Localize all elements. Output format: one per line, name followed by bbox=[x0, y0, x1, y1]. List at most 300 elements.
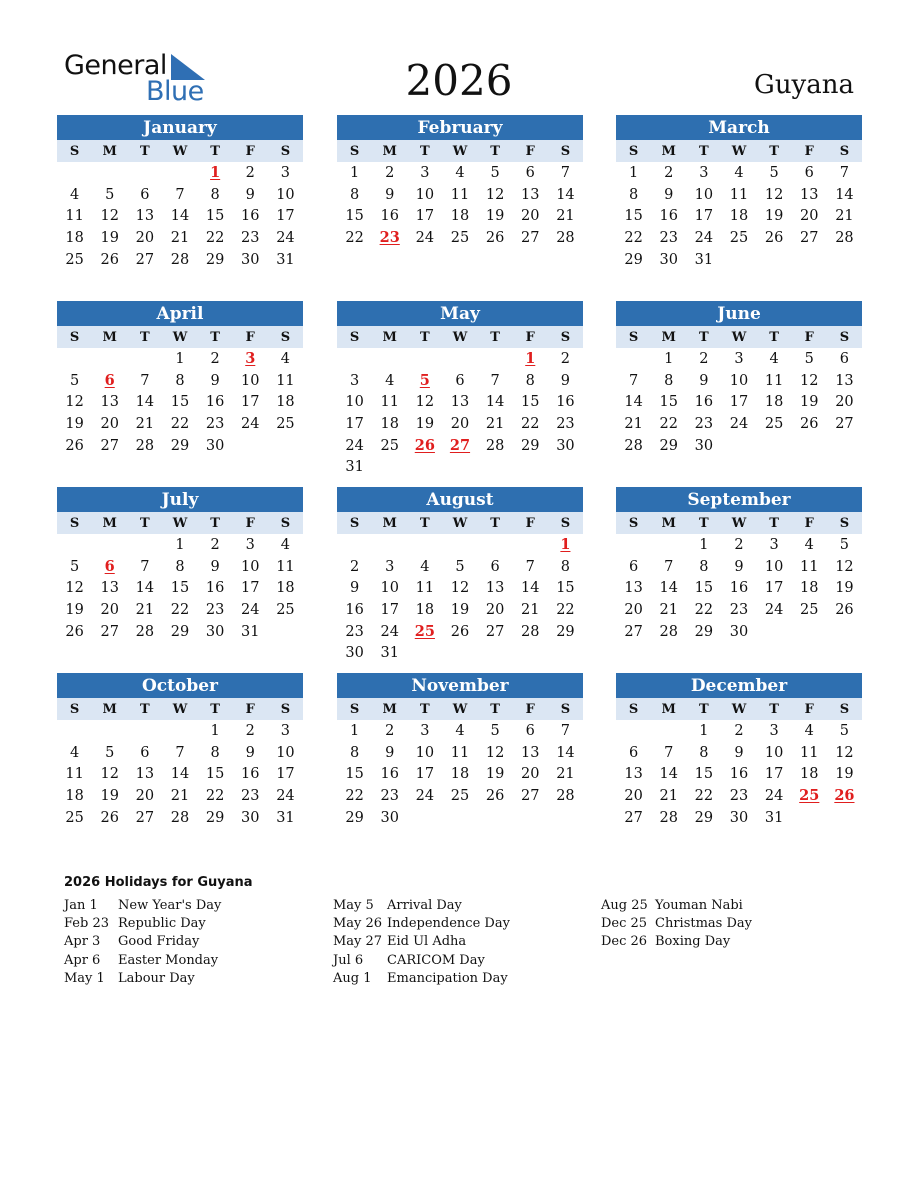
day-cell: 6 bbox=[628, 744, 639, 761]
day-cell: 28 bbox=[556, 230, 575, 247]
month-april bbox=[57, 301, 303, 456]
day-cell: 15 bbox=[556, 580, 575, 597]
day-cell: 4 bbox=[804, 537, 814, 553]
day-cell: 8 bbox=[349, 744, 360, 761]
day-cell: 1 bbox=[349, 723, 360, 739]
month-title: July bbox=[57, 487, 303, 512]
day-cell: 22 bbox=[624, 230, 643, 247]
holiday-name: Boxing Day bbox=[655, 934, 731, 950]
weekday-label: F bbox=[804, 702, 814, 717]
week-row bbox=[616, 205, 862, 227]
weekday-label: S bbox=[69, 702, 80, 717]
weekday-label: S bbox=[280, 516, 291, 531]
day-cell: 14 bbox=[170, 766, 190, 783]
day-cell bbox=[407, 348, 442, 370]
day-cell bbox=[442, 348, 477, 370]
holiday-item bbox=[333, 915, 510, 933]
day-cell: 31 bbox=[276, 251, 295, 268]
day-cell bbox=[127, 348, 162, 370]
week-row bbox=[616, 742, 862, 764]
day-cell: 29 bbox=[624, 251, 643, 268]
day-cell: 1 bbox=[628, 165, 639, 181]
weekday-label: S bbox=[560, 144, 571, 159]
day-cell: 20 bbox=[135, 230, 155, 247]
day-cell: 13 bbox=[450, 394, 470, 411]
day-cell: 13 bbox=[100, 580, 119, 597]
holiday-item bbox=[64, 915, 221, 933]
day-cell: 3 bbox=[734, 351, 744, 367]
day-cell: 13 bbox=[485, 580, 505, 597]
day-cell: 17 bbox=[415, 208, 435, 225]
holiday-day-cell: 27 bbox=[449, 436, 471, 454]
day-cell: 11 bbox=[65, 208, 84, 225]
day-cell: 12 bbox=[835, 744, 854, 761]
day-cell bbox=[127, 720, 162, 742]
day-cell bbox=[513, 534, 548, 556]
day-cell: 11 bbox=[450, 744, 470, 761]
day-cell: 28 bbox=[170, 251, 190, 268]
day-cell: 21 bbox=[659, 788, 678, 805]
day-cell: 24 bbox=[276, 230, 295, 247]
day-cell: 27 bbox=[521, 788, 540, 805]
day-cell: 12 bbox=[485, 186, 505, 203]
day-cell: 30 bbox=[380, 809, 399, 826]
holiday-item bbox=[333, 970, 510, 988]
day-cell: 7 bbox=[490, 372, 500, 389]
day-cell: 13 bbox=[624, 766, 643, 783]
week-row bbox=[57, 391, 303, 413]
week-row bbox=[337, 785, 583, 807]
day-cell: 30 bbox=[659, 251, 678, 268]
day-cell: 21 bbox=[485, 416, 505, 433]
weekday-label: S bbox=[839, 330, 850, 345]
weekday-label: M bbox=[102, 144, 117, 159]
week-row bbox=[337, 720, 583, 742]
day-cell bbox=[57, 720, 92, 742]
weekday-label: M bbox=[382, 702, 397, 717]
day-cell: 9 bbox=[734, 744, 744, 761]
holiday-name: Good Friday bbox=[118, 934, 200, 950]
weekday-label: T bbox=[490, 330, 500, 345]
month-title: May bbox=[337, 301, 583, 326]
month-title: June bbox=[616, 301, 862, 326]
day-cell: 24 bbox=[415, 788, 435, 805]
day-cell: 11 bbox=[380, 394, 399, 411]
day-cell: 14 bbox=[659, 766, 678, 783]
day-cell: 27 bbox=[135, 251, 155, 268]
day-cell: 14 bbox=[556, 744, 575, 761]
weekday-label: M bbox=[661, 516, 676, 531]
day-cell bbox=[337, 348, 372, 370]
weekday-label: S bbox=[280, 702, 291, 717]
day-cell: 1 bbox=[175, 351, 185, 367]
weekday-label: T bbox=[699, 330, 709, 345]
holiday-item bbox=[333, 897, 510, 915]
week-row bbox=[57, 413, 303, 435]
day-cell: 29 bbox=[556, 623, 575, 640]
day-cell: 2 bbox=[245, 723, 255, 739]
holiday-day-cell: 1 bbox=[560, 536, 571, 553]
holiday-date: May 5 bbox=[333, 898, 374, 913]
holiday-item bbox=[64, 933, 221, 951]
day-cell: 16 bbox=[659, 208, 678, 225]
day-cell: 9 bbox=[210, 558, 220, 575]
holiday-date: Dec 25 bbox=[601, 916, 648, 932]
day-cell bbox=[478, 348, 513, 370]
day-cell: 2 bbox=[349, 558, 360, 575]
day-cell: 22 bbox=[345, 788, 364, 805]
day-cell: 12 bbox=[65, 394, 84, 411]
day-cell: 28 bbox=[624, 437, 643, 454]
weekday-label: S bbox=[628, 516, 639, 531]
day-cell bbox=[372, 456, 407, 478]
day-cell: 15 bbox=[170, 580, 190, 597]
day-cell bbox=[127, 162, 162, 184]
day-cell: 24 bbox=[415, 230, 435, 247]
week-row bbox=[337, 763, 583, 785]
holiday-name: Republic Day bbox=[118, 916, 206, 932]
day-cell: 7 bbox=[140, 372, 150, 389]
day-cell: 12 bbox=[100, 208, 119, 225]
weekday-label: W bbox=[731, 144, 747, 159]
day-cell bbox=[792, 435, 827, 457]
holiday-item bbox=[333, 952, 510, 970]
holiday-date: Apr 3 bbox=[64, 934, 101, 950]
day-cell: 13 bbox=[800, 186, 819, 203]
day-cell: 29 bbox=[694, 809, 714, 826]
weekday-label: M bbox=[382, 330, 397, 345]
day-cell: 19 bbox=[764, 208, 784, 225]
day-cell: 24 bbox=[729, 416, 749, 433]
day-cell: 12 bbox=[485, 744, 505, 761]
weekday-label: F bbox=[245, 516, 255, 531]
day-cell: 11 bbox=[65, 766, 84, 783]
day-cell: 11 bbox=[800, 558, 819, 575]
day-cell: 3 bbox=[420, 723, 430, 739]
day-cell: 11 bbox=[729, 186, 749, 203]
day-cell: 4 bbox=[804, 723, 814, 739]
weekday-label: M bbox=[102, 702, 117, 717]
month-january bbox=[57, 115, 303, 270]
day-cell: 15 bbox=[205, 208, 225, 225]
day-cell bbox=[233, 435, 268, 457]
day-cell: 8 bbox=[210, 186, 220, 203]
weekday-label: M bbox=[661, 144, 676, 159]
day-cell: 30 bbox=[556, 437, 575, 454]
day-cell bbox=[162, 720, 197, 742]
day-cell: 28 bbox=[659, 809, 678, 826]
day-cell: 18 bbox=[450, 766, 470, 783]
day-cell: 14 bbox=[835, 186, 854, 203]
day-cell bbox=[92, 720, 127, 742]
day-cell: 29 bbox=[345, 809, 364, 826]
week-row bbox=[57, 599, 303, 621]
day-cell: 4 bbox=[280, 537, 291, 553]
weekday-label: S bbox=[839, 144, 850, 159]
day-cell bbox=[57, 534, 92, 556]
holidays-column bbox=[64, 897, 221, 988]
week-row bbox=[57, 785, 303, 807]
holiday-item bbox=[601, 897, 752, 915]
day-cell bbox=[548, 642, 583, 664]
day-cell: 5 bbox=[839, 537, 850, 553]
weekday-header-row bbox=[616, 326, 862, 348]
day-cell: 18 bbox=[764, 394, 784, 411]
month-title: October bbox=[57, 673, 303, 698]
day-cell: 17 bbox=[380, 602, 399, 619]
day-cell: 2 bbox=[664, 165, 674, 181]
day-cell: 16 bbox=[205, 580, 225, 597]
day-cell: 25 bbox=[276, 602, 295, 619]
day-cell: 21 bbox=[556, 208, 575, 225]
month-title: November bbox=[337, 673, 583, 698]
day-cell: 5 bbox=[69, 558, 80, 575]
holiday-date: Aug 1 bbox=[333, 970, 372, 986]
day-cell: 10 bbox=[380, 580, 399, 597]
day-cell bbox=[57, 348, 92, 370]
holiday-date: May 27 bbox=[333, 934, 383, 950]
month-title: January bbox=[57, 115, 303, 140]
holiday-date: Dec 26 bbox=[601, 934, 648, 950]
calendar-year: 2026 bbox=[405, 56, 513, 105]
day-cell bbox=[442, 456, 477, 478]
day-cell bbox=[616, 534, 651, 556]
holiday-day-cell: 5 bbox=[419, 371, 430, 389]
weekday-header-row bbox=[337, 326, 583, 348]
holiday-day-cell: 25 bbox=[414, 622, 435, 640]
weekday-label: T bbox=[769, 516, 779, 531]
day-cell: 18 bbox=[415, 602, 435, 619]
weekday-label: W bbox=[172, 144, 188, 159]
weekday-label: T bbox=[420, 330, 430, 345]
day-cell: 27 bbox=[485, 623, 505, 640]
day-cell: 19 bbox=[65, 416, 84, 433]
day-cell: 21 bbox=[170, 230, 190, 247]
day-cell bbox=[407, 456, 442, 478]
holiday-date: Jul 6 bbox=[333, 952, 364, 968]
holiday-item bbox=[64, 897, 221, 915]
day-cell: 20 bbox=[624, 788, 643, 805]
day-cell: 15 bbox=[694, 766, 714, 783]
day-cell bbox=[478, 534, 513, 556]
day-cell: 17 bbox=[241, 580, 260, 597]
day-cell: 5 bbox=[839, 723, 850, 739]
day-cell: 29 bbox=[170, 437, 190, 454]
day-cell: 3 bbox=[420, 165, 430, 181]
week-row bbox=[57, 534, 303, 556]
day-cell: 29 bbox=[521, 437, 540, 454]
day-cell: 25 bbox=[65, 251, 84, 268]
day-cell: 26 bbox=[65, 437, 84, 454]
day-cell: 30 bbox=[694, 437, 714, 454]
day-cell: 23 bbox=[205, 602, 225, 619]
day-cell: 27 bbox=[135, 809, 155, 826]
day-cell: 7 bbox=[664, 558, 674, 575]
day-cell: 15 bbox=[205, 766, 225, 783]
day-cell: 17 bbox=[729, 394, 749, 411]
day-cell: 27 bbox=[100, 437, 119, 454]
week-row bbox=[337, 162, 583, 184]
week-row bbox=[57, 348, 303, 370]
day-cell: 14 bbox=[135, 580, 155, 597]
week-row bbox=[57, 742, 303, 764]
day-cell bbox=[651, 534, 686, 556]
day-cell: 12 bbox=[450, 580, 470, 597]
day-cell: 21 bbox=[135, 416, 155, 433]
holiday-name: New Year's Day bbox=[118, 898, 222, 913]
day-cell: 8 bbox=[175, 372, 185, 389]
day-cell: 16 bbox=[694, 394, 714, 411]
week-row bbox=[57, 556, 303, 578]
week-row bbox=[616, 391, 862, 413]
logo-blue-text: Blue bbox=[146, 76, 204, 107]
day-cell: 5 bbox=[105, 744, 115, 761]
day-cell: 27 bbox=[835, 416, 854, 433]
weekday-label: W bbox=[172, 330, 188, 345]
day-cell: 6 bbox=[140, 186, 150, 203]
day-cell: 21 bbox=[135, 602, 155, 619]
holiday-name: Independence Day bbox=[387, 916, 510, 932]
day-cell bbox=[407, 642, 442, 664]
day-cell: 10 bbox=[729, 372, 749, 389]
day-cell: 7 bbox=[664, 744, 674, 761]
day-cell: 11 bbox=[450, 186, 470, 203]
day-cell bbox=[268, 621, 303, 643]
weekday-header-row bbox=[337, 512, 583, 534]
day-cell: 17 bbox=[345, 416, 364, 433]
day-cell: 3 bbox=[349, 372, 360, 389]
day-cell: 10 bbox=[415, 186, 435, 203]
month-title: March bbox=[616, 115, 862, 140]
day-cell: 16 bbox=[345, 602, 364, 619]
day-cell: 15 bbox=[694, 580, 714, 597]
day-cell bbox=[757, 249, 792, 271]
weekday-label: T bbox=[210, 144, 220, 159]
weekday-label: S bbox=[560, 330, 571, 345]
week-row bbox=[57, 370, 303, 392]
day-cell bbox=[372, 348, 407, 370]
day-cell: 12 bbox=[835, 558, 854, 575]
day-cell: 28 bbox=[170, 809, 190, 826]
weekday-label: T bbox=[210, 330, 220, 345]
day-cell: 20 bbox=[135, 788, 155, 805]
day-cell: 31 bbox=[694, 251, 714, 268]
day-cell bbox=[616, 720, 651, 742]
month-title: April bbox=[57, 301, 303, 326]
week-row bbox=[616, 435, 862, 457]
day-cell: 26 bbox=[764, 230, 784, 247]
holiday-day-cell: 3 bbox=[245, 350, 256, 367]
holiday-item bbox=[333, 933, 510, 951]
day-cell: 25 bbox=[380, 437, 399, 454]
weekday-label: T bbox=[140, 702, 150, 717]
holiday-date: May 1 bbox=[64, 970, 105, 986]
weekday-label: T bbox=[490, 144, 500, 159]
day-cell: 17 bbox=[241, 394, 260, 411]
month-title: September bbox=[616, 487, 862, 512]
week-row bbox=[57, 249, 303, 271]
day-cell: 26 bbox=[485, 230, 505, 247]
day-cell: 5 bbox=[490, 723, 500, 739]
day-cell: 7 bbox=[560, 165, 571, 181]
week-row bbox=[57, 720, 303, 742]
day-cell: 25 bbox=[450, 230, 470, 247]
day-cell: 25 bbox=[276, 416, 295, 433]
day-cell: 12 bbox=[65, 580, 84, 597]
day-cell: 13 bbox=[135, 766, 155, 783]
day-cell: 10 bbox=[764, 558, 784, 575]
day-cell: 24 bbox=[764, 788, 784, 805]
month-november bbox=[337, 673, 583, 828]
holiday-day-cell: 26 bbox=[834, 787, 855, 805]
holiday-date: Apr 6 bbox=[64, 952, 101, 968]
weekday-label: T bbox=[769, 144, 779, 159]
day-cell: 27 bbox=[624, 809, 643, 826]
day-cell bbox=[337, 534, 372, 556]
week-row bbox=[337, 348, 583, 370]
week-row bbox=[616, 249, 862, 271]
day-cell: 30 bbox=[241, 251, 260, 268]
weekday-label: W bbox=[452, 330, 468, 345]
holiday-name: CARICOM Day bbox=[387, 952, 485, 968]
day-cell: 7 bbox=[560, 723, 571, 739]
day-cell: 2 bbox=[734, 723, 744, 739]
day-cell: 16 bbox=[556, 394, 575, 411]
weekday-label: T bbox=[420, 144, 430, 159]
holiday-name: Eid Ul Adha bbox=[387, 934, 467, 950]
day-cell: 15 bbox=[170, 394, 190, 411]
day-cell bbox=[721, 435, 756, 457]
weekday-label: S bbox=[349, 516, 360, 531]
day-cell: 2 bbox=[385, 723, 395, 739]
day-cell: 3 bbox=[385, 558, 395, 575]
weekday-label: S bbox=[280, 330, 291, 345]
day-cell: 9 bbox=[664, 186, 674, 203]
day-cell: 27 bbox=[624, 623, 643, 640]
day-cell: 12 bbox=[800, 372, 819, 389]
day-cell: 2 bbox=[699, 351, 709, 367]
day-cell: 26 bbox=[100, 251, 119, 268]
day-cell bbox=[162, 162, 197, 184]
holiday-day-cell: 26 bbox=[414, 436, 435, 454]
day-cell: 6 bbox=[628, 558, 639, 575]
day-cell: 21 bbox=[624, 416, 643, 433]
day-cell bbox=[92, 348, 127, 370]
day-cell: 26 bbox=[65, 623, 84, 640]
week-row bbox=[57, 763, 303, 785]
day-cell: 24 bbox=[764, 602, 784, 619]
day-cell: 19 bbox=[100, 788, 119, 805]
day-cell bbox=[827, 249, 862, 271]
day-cell: 13 bbox=[135, 208, 155, 225]
day-cell bbox=[548, 807, 583, 829]
day-cell bbox=[757, 621, 792, 643]
day-cell: 8 bbox=[699, 558, 709, 575]
day-cell: 22 bbox=[205, 788, 225, 805]
week-row bbox=[616, 785, 862, 807]
holiday-day-cell: 6 bbox=[104, 557, 115, 575]
week-row bbox=[337, 599, 583, 621]
day-cell: 30 bbox=[241, 809, 260, 826]
weekday-header-row bbox=[337, 140, 583, 162]
month-march bbox=[616, 115, 862, 270]
day-cell: 14 bbox=[624, 394, 643, 411]
holiday-day-cell: 23 bbox=[379, 229, 400, 247]
weekday-label: T bbox=[490, 516, 500, 531]
weekday-label: T bbox=[420, 702, 430, 717]
day-cell: 27 bbox=[800, 230, 819, 247]
day-cell: 11 bbox=[764, 372, 784, 389]
